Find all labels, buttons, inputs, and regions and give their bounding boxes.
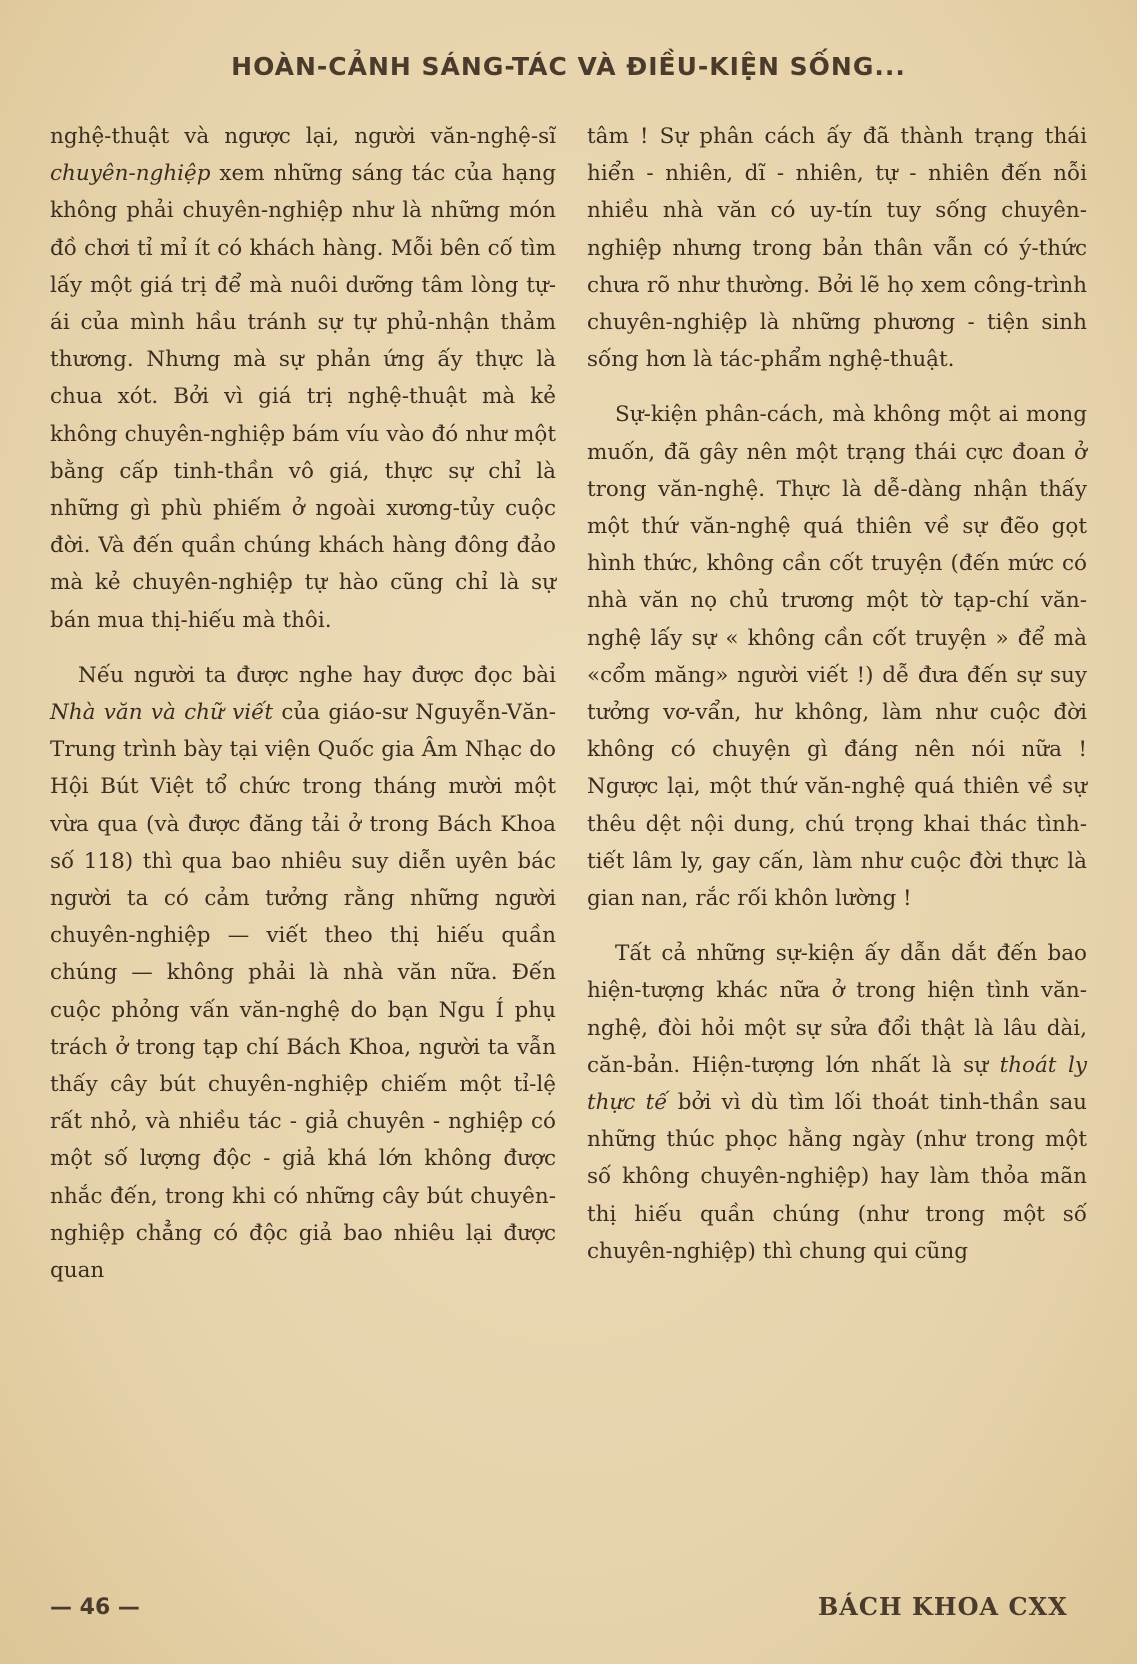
left-paragraph-1 [50, 118, 556, 639]
right-p3-text-a: Tất cả những sự-kiện ấy dẫn dắt đến bao hiện-tượng khác nữa ở trong hiện tình văn-nghệ, đòi hỏi một sự sửa đổi thật là lâu dài, căn-bản. Hiện-tượng lớn nhất là sự [587, 941, 1087, 1078]
running-head: HOÀN-CẢNH SÁNG-TÁC VÀ ĐIỀU-KIỆN SỐNG... [231, 52, 906, 81]
right-paragraph-3 [587, 935, 1087, 1270]
left-p2-text-a: Nếu người ta được nghe hay được đọc bài [78, 662, 556, 688]
right-paragraph-1: tâm ! Sự phân cách ấy đã thành trạng thái hiển - nhiên, dĩ - nhiên, tự - nhiên đến nỗi nhiều nhà văn có uy-tín tuy sống chuyên-nghiệp nhưng trong bản thân vẫn có ý-thức chưa rõ như thường. Bởi lẽ họ xem công-trình chuyên-nghiệp là những phương - tiện sinh sống hơn là tác-phẩm nghệ-thuật. [587, 124, 1087, 373]
left-p2-italic-title: Nhà văn và chữ viết [50, 700, 274, 726]
right-column [587, 118, 1087, 1270]
left-column [50, 118, 556, 1289]
left-p1-rest: xem những sáng tác của hạng không phải chuyên-nghiệp như là những món đồ chơi tỉ mỉ ít có khách hàng. Mỗi bên cố tìm lấy một giá trị để mà nuôi dưỡng tâm lòng tự-ái của mình hầu tránh sự tự phủ-nhận thảm thương. Nhưng mà sự phản ứng ấy thực là chua xót. Bởi vì giá trị nghệ-thuật mà kẻ không chuyên-nghiệp bám víu vào đó như một bằng cấp tinh-thần vô giá, thực sự chỉ là những gì phù phiếm ở ngoài xương-tủy cuộc đời. Và đến quần chúng khách hàng đông đảo mà kẻ chuyên-nghiệp tự hào cũng chỉ là sự bán mua thị-hiếu mà thôi. [50, 161, 556, 633]
right-p3-italic: thoát ly thực tế [587, 1052, 1087, 1116]
right-paragraph-2: Sự-kiện phân-cách, mà không một ai mong muốn, đã gây nên một trạng thái cực đoan ở trong văn-nghệ. Thực là dễ-dàng nhận thấy một thứ văn-nghệ quá thiên về sự đẽo gọt hình thức, không cần cốt truyện (đến mức có nhà văn nọ chủ trương một tờ tạp-chí văn-nghệ lấy sự « không cần cốt truyện » để mà «cổm măng» người viết !) dễ đưa đến sự suy tưởng vơ-vẩn, hư không, làm như cuộc đời không có chuyện gì đáng nên nói nữa ! Ngược lại, một thứ văn-nghệ quá thiên về sự thêu dệt nội dung, chú trọng khai thác tình-tiết lâm ly, gay cấn, làm như cuộc đời thực là gian nan, rắc rối khôn lường ! [587, 402, 1087, 912]
journal-name: BÁCH KHOA CXX [818, 1592, 1068, 1621]
right-p3-text-b: bởi vì dù tìm lối thoát tinh-thần sau những thúc phọc hằng ngày (như trong một số không chuyên-nghiệp) hay làm thỏa mãn thị hiếu quần chúng (như trong một số chuyên-nghiệp) thì chung qui cũng [587, 1090, 1087, 1264]
left-p1-italic: chuyên-nghiệp [50, 161, 211, 187]
left-p2-text-b: của giáo-sư Nguyễn-Văn-Trung trình bày tại viện Quốc gia Âm Nhạc do Hội Bút Việt tổ chức trong tháng mười một vừa qua (và được đăng tải ở trong Bách Khoa số 118) thì qua bao nhiêu suy diễn uyên bác người ta có cảm tưởng rằng những người chuyên-nghiệp — viết theo thị hiếu quần chúng — không phải là nhà văn nữa. Đến cuộc phỏng vấn văn-nghệ do bạn Ngu Í phụ trách ở trong tạp chí Bách Khoa, người ta vẫn thấy cây bút chuyên-nghiệp chiếm một tỉ-lệ rất nhỏ, và nhiều tác - giả chuyên - nghiệp có một số lượng độc - giả khá lớn không được nhắc đến, trong khi có những cây bút chuyên-nghiệp chẳng có độc giả bao nhiêu lại được quan [50, 700, 556, 1284]
left-p1-text: nghệ-thuật và ngược lại, người văn-nghệ-sĩ [50, 124, 556, 149]
page-number: — 46 — [50, 1595, 140, 1620]
left-paragraph-2 [50, 657, 556, 1289]
